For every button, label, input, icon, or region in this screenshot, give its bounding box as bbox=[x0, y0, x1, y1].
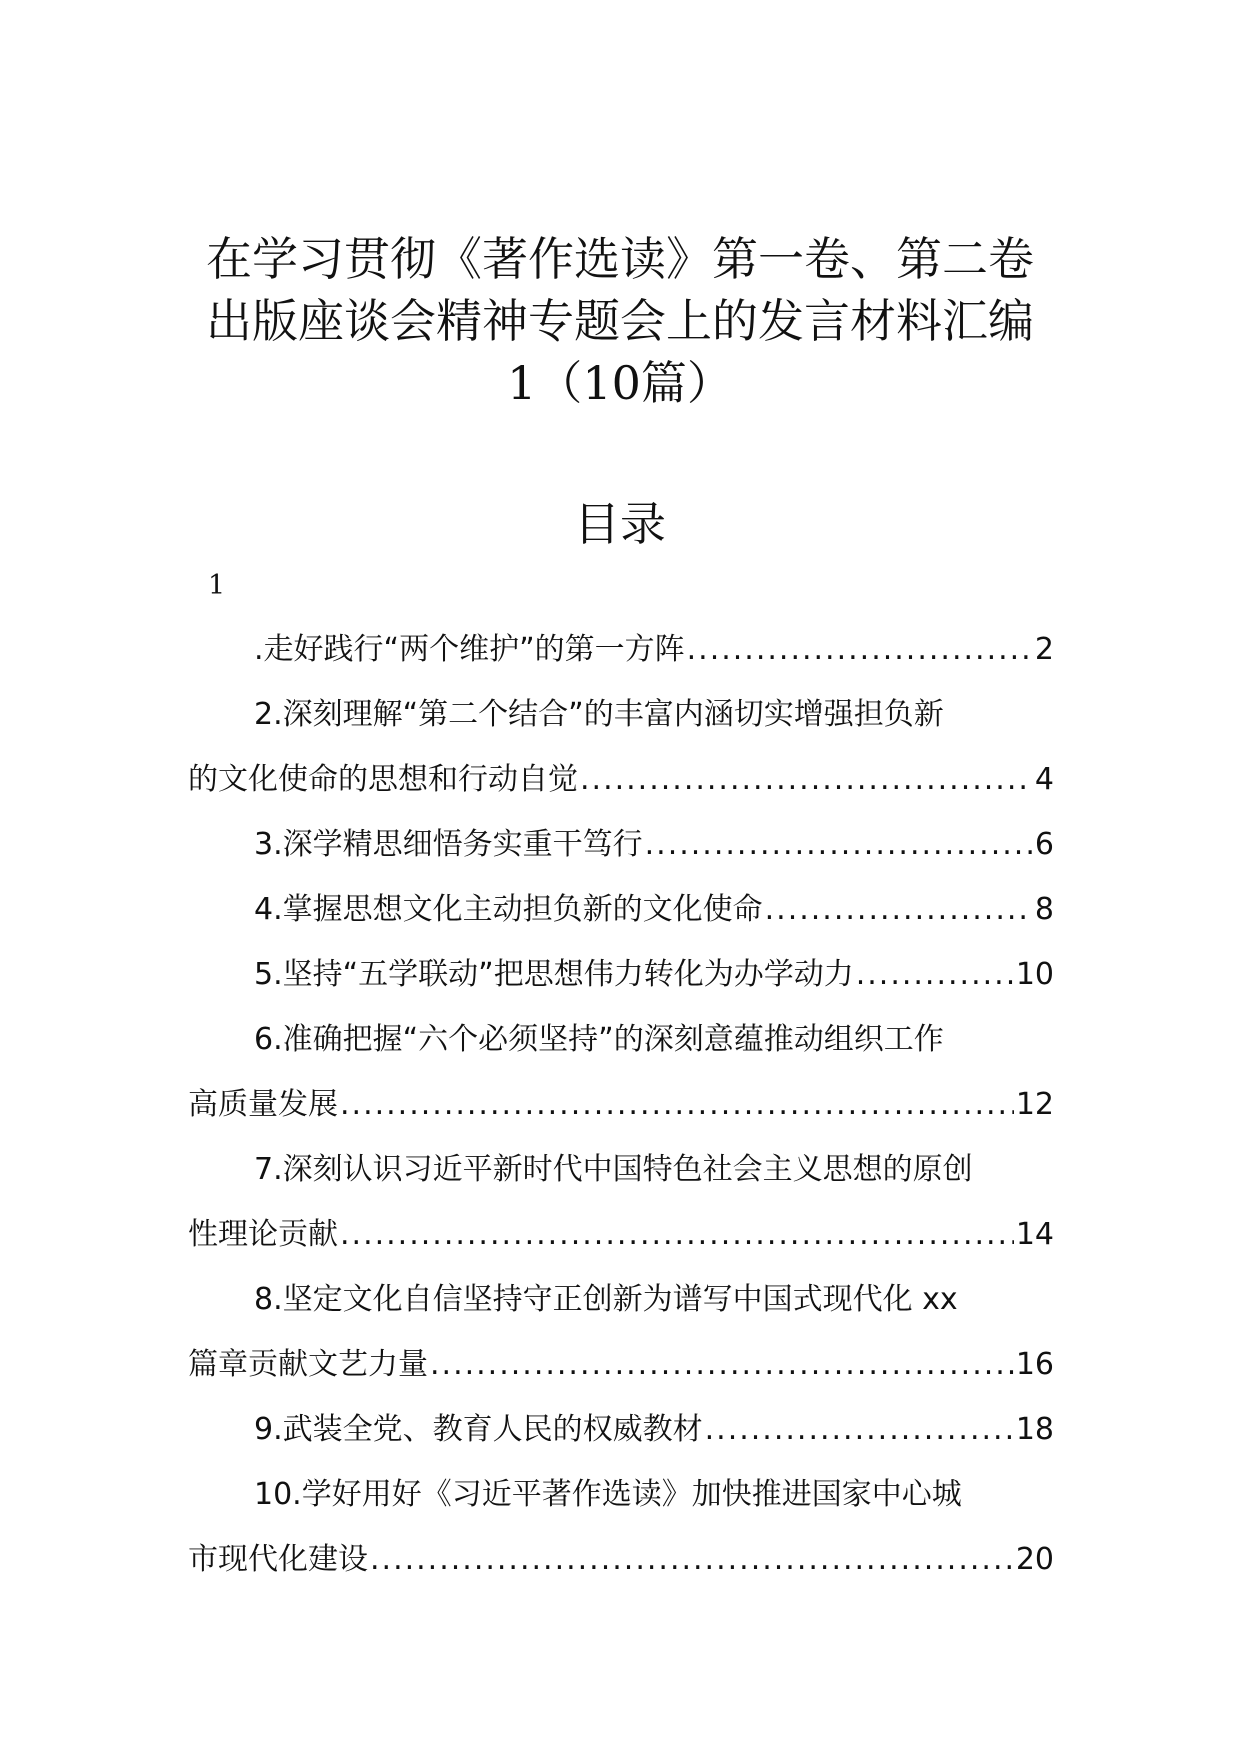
toc-entry-10-line-1[interactable] bbox=[188, 1462, 1054, 1527]
toc-entry-title-cont: 的文化使命的思想和行动自觉 bbox=[188, 762, 578, 797]
toc-entry-title-cont: 性理论贡献 bbox=[188, 1217, 338, 1252]
toc-entry-8-line-1[interactable] bbox=[188, 1267, 1054, 1332]
toc-leader bbox=[430, 1332, 1014, 1397]
toc-leader bbox=[765, 877, 1033, 942]
toc-page-number: 12 bbox=[1015, 1087, 1054, 1122]
toc-entry-title-cont: 市现代化建设 bbox=[188, 1542, 368, 1577]
toc-entry-5[interactable] bbox=[188, 942, 1054, 1007]
toc-page-number: 14 bbox=[1015, 1217, 1054, 1252]
toc-entry-6-line-1[interactable] bbox=[188, 1007, 1054, 1072]
stray-list-number: 1 bbox=[208, 570, 226, 601]
toc-entry-9[interactable] bbox=[188, 1397, 1054, 1462]
toc-entry-10-line-2[interactable] bbox=[188, 1527, 1054, 1592]
toc-page-number: 8 bbox=[1034, 892, 1054, 927]
toc-heading: 目录 bbox=[574, 497, 666, 551]
toc-entry-7-line-2[interactable] bbox=[188, 1202, 1054, 1267]
title-count-number: 1（10 bbox=[507, 356, 641, 410]
toc-page-number: 18 bbox=[1015, 1412, 1054, 1447]
toc-leader bbox=[340, 1072, 1014, 1137]
toc-entry-2-line-2[interactable] bbox=[188, 747, 1054, 812]
toc-page-number: 20 bbox=[1015, 1542, 1054, 1577]
toc-page-number: 10 bbox=[1015, 957, 1054, 992]
toc-entry-title: 5.坚持“五学联动”把思想伟力转化为办学动力 bbox=[254, 957, 854, 992]
document-title bbox=[150, 228, 1090, 414]
toc-entry-1[interactable] bbox=[188, 617, 1054, 682]
toc-entry-7-line-1[interactable] bbox=[188, 1137, 1054, 1202]
toc-entry-title: 9.武装全党、教育人民的权威教材 bbox=[254, 1412, 703, 1447]
toc-leader bbox=[645, 812, 1033, 877]
toc-entry-title-cont: 篇章贡献文艺力量 bbox=[188, 1347, 428, 1382]
toc-entry-title: 4.掌握思想文化主动担负新的文化使命 bbox=[254, 892, 763, 927]
title-line-1: 在学习贯彻《著作选读》第一卷、第二卷 bbox=[206, 232, 1034, 286]
toc-entry-3[interactable] bbox=[188, 812, 1054, 877]
toc-leader bbox=[370, 1527, 1014, 1592]
toc-entry-title: 10.学好用好《习近平著作选读》加快推进国家中心城 bbox=[254, 1477, 962, 1512]
title-count-unit: 篇 bbox=[640, 356, 687, 410]
toc-entry-title: 6.准确把握“六个必须坚持”的深刻意蕴推动组织工作 bbox=[254, 1022, 944, 1057]
toc-entry-title: 3.深学精思细悟务实重干笃行 bbox=[254, 827, 643, 862]
toc-leader bbox=[340, 1202, 1014, 1267]
toc-entry-title: .走好践行“两个维护”的第一方阵 bbox=[254, 632, 685, 667]
toc-entry-2-line-1[interactable] bbox=[188, 682, 1054, 747]
table-of-contents bbox=[188, 617, 1054, 1592]
toc-page-number: 2 bbox=[1034, 632, 1054, 667]
title-line-3 bbox=[150, 352, 1090, 414]
toc-leader bbox=[856, 942, 1014, 1007]
toc-entry-title: 8.坚定文化自信坚持守正创新为谱写中国式现代化 xx bbox=[254, 1282, 958, 1317]
title-count-close: ） bbox=[686, 356, 733, 410]
toc-entry-4[interactable] bbox=[188, 877, 1054, 942]
toc-leader bbox=[687, 617, 1033, 682]
toc-leader bbox=[705, 1397, 1014, 1462]
toc-entry-8-line-2[interactable] bbox=[188, 1332, 1054, 1397]
toc-entry-title-cont: 高质量发展 bbox=[188, 1087, 338, 1122]
toc-page-number: 4 bbox=[1034, 762, 1054, 797]
title-line-2: 出版座谈会精神专题会上的发言材料汇编 bbox=[206, 294, 1034, 348]
toc-page-number: 6 bbox=[1034, 827, 1054, 862]
toc-leader bbox=[580, 747, 1033, 812]
toc-entry-6-line-2[interactable] bbox=[188, 1072, 1054, 1137]
toc-page-number: 16 bbox=[1015, 1347, 1054, 1382]
toc-entry-title: 7.深刻认识习近平新时代中国特色社会主义思想的原创 bbox=[254, 1152, 973, 1187]
toc-entry-title: 2.深刻理解“第二个结合”的丰富内涵切实增强担负新 bbox=[254, 697, 944, 732]
